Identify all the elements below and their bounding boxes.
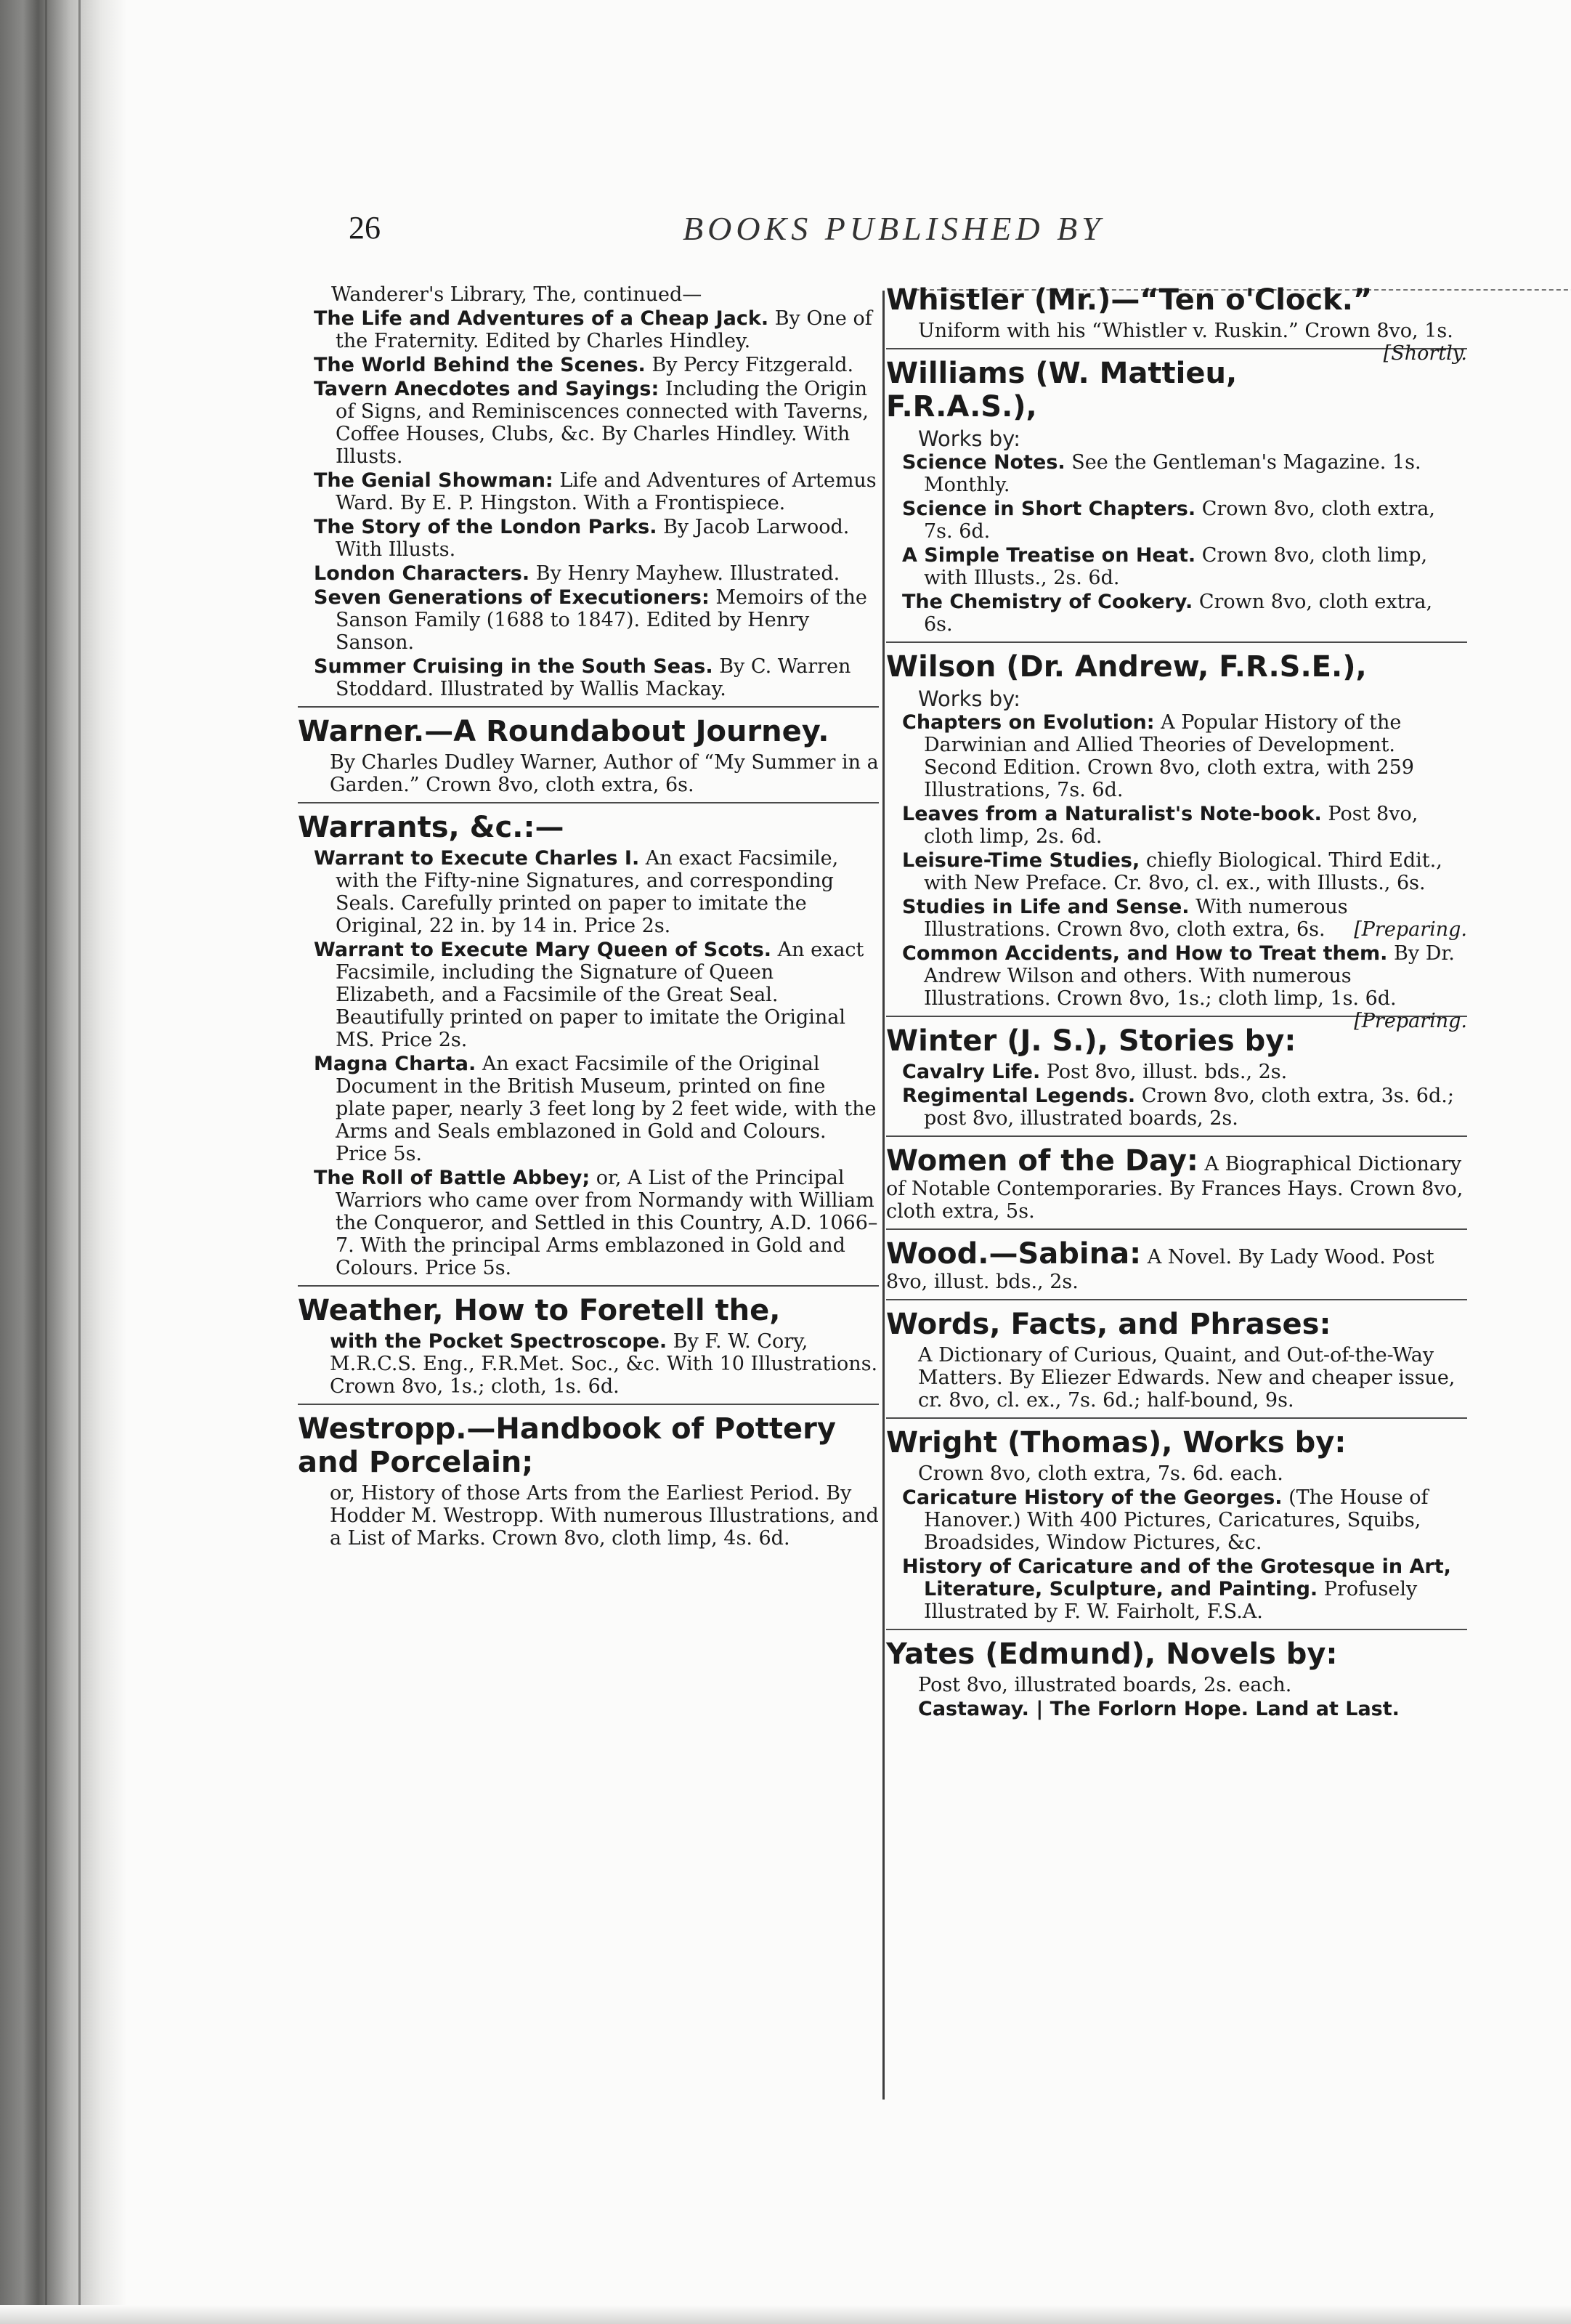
entry-text: or, History of those Arts from the Earliest Period. By Hodder M. Westropp. With numerous Illustrations, and a List of Marks. Crown 8vo, cloth limp, 4s. 6d. [330, 1482, 879, 1550]
item-text: Crown 8vo, cloth extra, 7s. 6d. [924, 498, 1435, 543]
spine-line [78, 0, 81, 2324]
page-header [349, 209, 1467, 267]
entry-heading: Wright (Thomas), Works by: [886, 1426, 1347, 1459]
entry-text: A Dictionary of Curious, Quaint, and Out-of-the-Way Matters. By Eliezer Edwards. New and cheaper issue, cr. 8vo, cl. ex., 7s. 6d.; half-bound, 9s. [918, 1344, 1456, 1412]
item-title: The Genial Showman: [314, 469, 553, 492]
list-item [298, 655, 879, 700]
page-number: 26 [349, 210, 381, 246]
entry-heading: Whistler (Mr.)—“Ten o'Clock.” [886, 283, 1373, 317]
entry-williams [886, 357, 1467, 643]
list-item [886, 1555, 1467, 1623]
item-title: Common Accidents, and How to Treat them. [902, 942, 1388, 965]
entry-warrants [298, 811, 879, 1287]
entry-heading: Westropp.—Handbook of Pottery and Porcelain; [298, 1412, 836, 1479]
entry-details: A Novel. By Lady Wood. Post 8vo, illust. bds., 2s. [886, 1246, 1434, 1293]
entry-heading: Wilson (Dr. Andrew, F.R.S.E.), [886, 650, 1367, 684]
list-item [298, 939, 879, 1051]
list-item [298, 847, 879, 937]
item-title: The Life and Adventures of a Cheap Jack. [314, 307, 769, 330]
list-item [886, 849, 1467, 894]
entry-text [298, 1330, 879, 1398]
entry-subtitle: Works by: [918, 426, 1020, 451]
item-title: Studies in Life and Sense. [902, 896, 1190, 918]
item-text: An exact Facsimile, including the Signature of Queen Elizabeth, and a Facsimile of the Great Seal. Beautifully printed on paper to imitate the Original MS. Price 2s. [336, 939, 864, 1051]
entry-heading: Williams (W. Mattieu, F.R.A.S.), [886, 357, 1238, 424]
item-title: Tavern Anecdotes and Sayings: [314, 378, 659, 400]
left-column [298, 283, 879, 1563]
list-item [298, 1053, 879, 1165]
item-title: History of Caricature and of the Grotesque in Art, Literature, Sculpture, and Painting. [902, 1555, 1451, 1600]
entry-words-facts-phrases [886, 1308, 1467, 1419]
list-item [886, 1061, 1467, 1083]
entry-subtitle: Crown 8vo, cloth extra, 7s. 6d. each. [918, 1462, 1283, 1485]
item-text: By One of the Fraternity. Edited by Charles Hindley. [336, 307, 872, 352]
item-text: See the Gentleman's Magazine. 1s. Monthly. [924, 451, 1421, 496]
item-title: Chapters on Evolution: [902, 711, 1155, 734]
entry-titles: Castaway. | The Forlorn Hope. Land at Last. [918, 1698, 1400, 1720]
list-item [298, 354, 879, 376]
item-title: A Simple Treatise on Heat. [902, 544, 1196, 567]
entry-heading: Yates (Edmund), Novels by: [886, 1637, 1338, 1671]
item-title: Warrant to Execute Charles I. [314, 847, 640, 870]
running-title: BOOKS PUBLISHED BY [683, 210, 1105, 247]
item-text: Crown 8vo, cloth extra, 6s. [924, 591, 1433, 636]
list-item [298, 307, 879, 352]
item-text: Crown 8vo, cloth limp, with Illusts., 2s. 6d. [924, 544, 1428, 589]
entry-warner [298, 715, 879, 803]
list-item [886, 544, 1467, 589]
page-bottom-edge [0, 2305, 1571, 2324]
entry-subtitle: with the Pocket Spectroscope. [330, 1330, 667, 1353]
entry-heading: Wood.—Sabina: [886, 1237, 1142, 1271]
item-title: Leisure-Time Studies, [902, 849, 1140, 872]
item-text: An exact Facsimile, with the Fifty-nine Signatures, and corresponding Seals. Carefully printed on paper to imitate the Original, 22 in. by 14 in. Price 2s. [336, 847, 839, 937]
entry-subtitle: Post 8vo, illustrated boards, 2s. each. [918, 1674, 1292, 1696]
list-item [886, 498, 1467, 543]
list-item [886, 803, 1467, 848]
item-title: The Chemistry of Cookery. [902, 591, 1193, 613]
item-title: Science Notes. [902, 451, 1065, 474]
entry-whistler [886, 283, 1467, 365]
item-title: The World Behind the Scenes. [314, 354, 646, 376]
entry-heading: Winter (J. S.), Stories by: [886, 1024, 1296, 1058]
item-text: Including the Origin of Signs, and Reminiscences connected with Taverns, Coffee Houses, Clubs, &c. By Charles Hindley. With Illusts. [336, 378, 869, 468]
entry-text [886, 1237, 1467, 1293]
item-text: By C. Warren Stoddard. Illustrated by Wallis Mackay. [336, 655, 851, 700]
right-column [886, 283, 1467, 1733]
entry-text [886, 1144, 1467, 1223]
column-divider [882, 291, 885, 2100]
item-text: By Jacob Larwood. With Illusts. [336, 516, 850, 561]
item-text: chiefly Biological. Third Edit., with New Preface. Cr. 8vo, cl. ex., with Illusts., 6s. [924, 849, 1442, 894]
entry-text: By Charles Dudley Warner, Author of “My Summer in a Garden.” Crown 8vo, cloth extra, 6s. [330, 751, 879, 796]
list-item [886, 591, 1467, 636]
status-note: [Preparing. [1354, 1010, 1467, 1032]
item-title: Caricature History of the Georges. [902, 1486, 1283, 1509]
item-title: Summer Cruising in the South Seas. [314, 655, 713, 678]
list-item [298, 562, 879, 585]
spine-line [45, 0, 47, 2324]
entry-wanderers-library [298, 283, 879, 708]
item-text: With numerous Illustrations. Crown 8vo, cloth extra, 6s. [924, 896, 1348, 941]
item-text: or, A List of the Principal Warriors who came over from Normandy with William the Conqueror, and Settled in this Country, A.D. 1066–7. With the principal Arms emblazoned in Gold and Colours. Price 5s. [336, 1167, 878, 1279]
item-text: (The House of Hanover.) With 400 Pictures, Caricatures, Squibs, Broadsides, Window Pictures, &c. [924, 1486, 1429, 1554]
item-title: Seven Generations of Executioners: [314, 586, 710, 609]
entry-details: A Biographical Dictionary of Notable Contemporaries. By Frances Hays. Crown 8vo, cloth extra, 5s. [886, 1153, 1464, 1223]
list-item [298, 469, 879, 514]
list-item [298, 1167, 879, 1279]
item-text: An exact Facsimile of the Original Document in the British Museum, printed on fine plate paper, nearly 3 feet long by 2 feet wide, with the Arms and Seals emblazoned in Gold and Colours. Price 5s. [336, 1053, 877, 1165]
entry-wilson [886, 650, 1467, 1032]
item-text: Profusely Illustrated by F. W. Fairholt, F.S.A. [924, 1578, 1418, 1623]
entry-wood [886, 1237, 1467, 1300]
item-title: The Roll of Battle Abbey; [314, 1167, 590, 1189]
list-item [298, 586, 879, 654]
entry-weather [298, 1294, 879, 1405]
item-text: A Popular History of the Darwinian and Allied Theories of Development. Second Edition. Crown 8vo, cloth extra, with 259 Illustrations, 7s. 6d. [924, 711, 1414, 801]
status-note: [Shortly. [1383, 342, 1467, 365]
item-title: Regimental Legends. [902, 1085, 1136, 1107]
item-title: London Characters. [314, 562, 530, 585]
list-item [298, 378, 879, 468]
item-text: Crown 8vo, cloth extra, 3s. 6d.; post 8vo, illustrated boards, 2s. [924, 1085, 1454, 1130]
entry-heading: Warrants, &c.:— [298, 811, 564, 844]
entry-heading: Weather, How to Foretell the, [298, 1294, 781, 1327]
entry-westropp [298, 1412, 879, 1555]
entry-heading: Wanderer's Library, The, continued— [331, 283, 702, 306]
list-item [886, 711, 1467, 801]
item-title: Science in Short Chapters. [902, 498, 1196, 520]
entry-wright [886, 1426, 1467, 1630]
list-item [886, 1085, 1467, 1130]
entry-women-of-the-day [886, 1144, 1467, 1230]
status-note: [Preparing. [1354, 918, 1467, 941]
item-text: Post 8vo, cloth limp, 2s. 6d. [924, 803, 1418, 848]
item-text: Memoirs of the Sanson Family (1688 to 1847). Edited by Henry Sanson. [336, 586, 867, 654]
item-text: By Percy Fitzgerald. [651, 354, 854, 376]
entry-winter [886, 1024, 1467, 1137]
entry-subtitle: Works by: [918, 687, 1020, 711]
entry-details: Uniform with his “Whistler v. Ruskin.” Crown 8vo, 1s. [918, 320, 1453, 342]
item-text: Life and Adventures of Artemus Ward. By E. P. Hingston. With a Frontispiece. [336, 469, 877, 514]
list-item [886, 942, 1467, 1032]
item-text: By Dr. Andrew Wilson and others. With numerous Illustrations. Crown 8vo, 1s.; cloth limp, 1s. 6d. [924, 942, 1455, 1010]
item-text: Post 8vo, illust. bds., 2s. [1046, 1061, 1288, 1083]
item-title: Magna Charta. [314, 1053, 476, 1075]
entry-text [886, 320, 1467, 365]
list-item [886, 896, 1467, 941]
item-title: Cavalry Life. [902, 1061, 1041, 1083]
list-item [886, 1486, 1467, 1554]
entry-details: By F. W. Cory, M.R.C.S. Eng., F.R.Met. Soc., &c. With 10 Illustrations. Crown 8vo, 1s.; cloth, 1s. 6d. [330, 1330, 878, 1398]
entry-heading: Women of the Day: [886, 1144, 1198, 1178]
entry-heading: Words, Facts, and Phrases: [886, 1308, 1331, 1341]
list-item [886, 451, 1467, 496]
item-title: Warrant to Execute Mary Queen of Scots. [314, 939, 772, 961]
item-text: By Henry Mayhew. Illustrated. [535, 562, 840, 585]
entry-heading: Warner.—A Roundabout Journey. [298, 715, 829, 748]
book-spine-shadow [0, 0, 127, 2324]
list-item [298, 516, 879, 561]
item-title: Leaves from a Naturalist's Note-book. [902, 803, 1322, 825]
item-title: The Story of the London Parks. [314, 516, 657, 538]
entry-yates [886, 1637, 1467, 1726]
